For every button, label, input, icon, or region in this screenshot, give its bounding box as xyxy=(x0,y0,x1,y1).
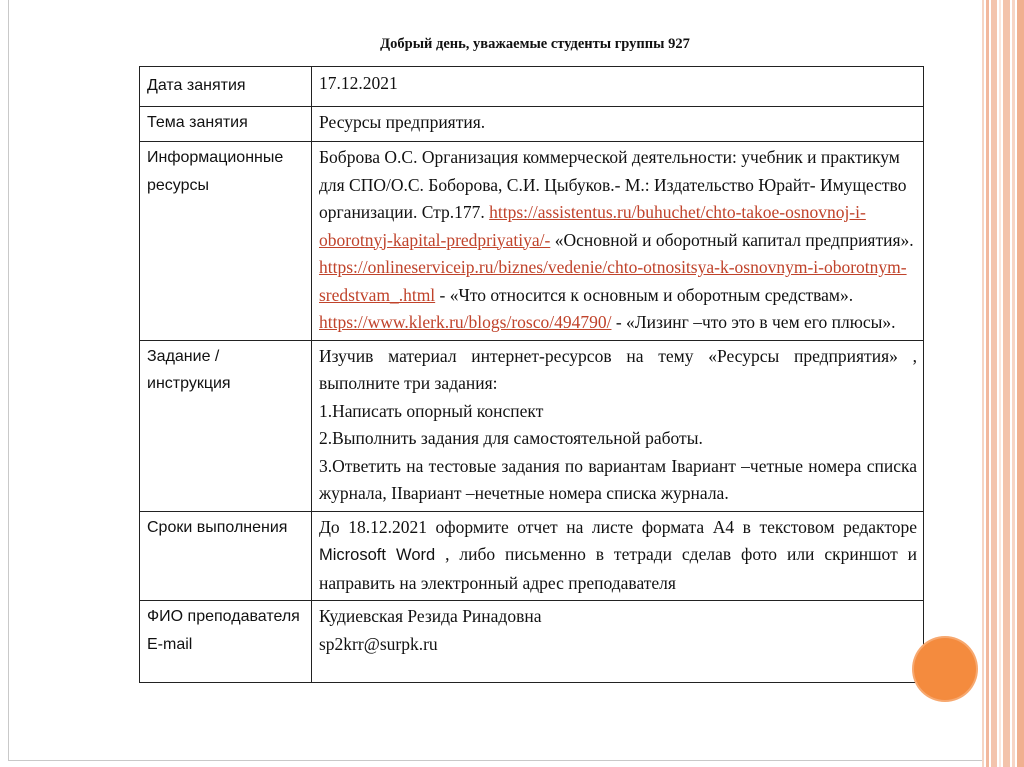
table-row-deadline xyxy=(140,511,924,601)
topic-text: Ресурсы предприятия. xyxy=(319,112,486,132)
deadline-label: Сроки выполнения xyxy=(140,511,312,601)
table-row-task xyxy=(140,340,924,511)
resource-link-2[interactable]: https://onlineserviceip.ru/biznes/vedenie/chto-otnositsya-k-osnovnym-i-oborotnym-sredstvam_.html xyxy=(319,257,907,305)
date-label: Дата занятия xyxy=(140,67,312,107)
task-step-3: 3.Ответить на тестовые задания по вариантам Iвариант –четные номера списка журнала, IIвариант –нечетные номера списка журнала. xyxy=(319,455,917,503)
decorative-orange-circle xyxy=(914,638,976,700)
table-row-date xyxy=(140,67,924,107)
resource-link-3-desc: - «Лизинг –что это в чем его плюсы». xyxy=(611,312,896,332)
teacher-label: ФИО преподавателя E-mail xyxy=(140,601,312,683)
deadline-text-b: , либо письменно в тетради сделав фото или скриншот и направить на электронный адрес преподавателя xyxy=(319,544,917,593)
teacher-email: sp2krr@surpk.ru xyxy=(319,633,438,654)
topic-label: Тема занятия xyxy=(140,107,312,142)
task-value xyxy=(312,340,924,511)
resource-link-1[interactable]: https://assistentus.ru/buhuchet/chto-takoe-osnovnoj-i-oborotnyj-kapital-predpriyatiya/- xyxy=(319,202,866,250)
resources-intro: Боброва О.С. Организация коммерческой деятельности: учебник и практикум для СПО/О.С. Боборова, С.И. Цыбуков.- М.: Издательство Юрайт- Имущество организации. Стр.177. xyxy=(319,147,907,222)
teacher-value xyxy=(312,601,924,683)
task-label: Задание / инструкция xyxy=(140,340,312,511)
topic-value xyxy=(312,107,924,142)
page-title: Добрый день, уважаемые студенты группы 927 xyxy=(380,36,690,52)
table-row-topic xyxy=(140,107,924,142)
deadline-value xyxy=(312,511,924,601)
teacher-name: Кудиевская Резида Ринадовна xyxy=(319,606,542,626)
task-step-2: 2.Выполнить задания для самостоятельной работы. xyxy=(319,428,703,448)
decorative-stripes xyxy=(982,0,1024,767)
resource-link-3[interactable]: https://www.klerk.ru/blogs/rosco/494790/ xyxy=(319,312,612,332)
table-row-resources xyxy=(140,142,924,341)
task-intro: Изучив материал интернет-ресурсов на тему «Ресурсы предприятия» , выполните три задания: xyxy=(319,345,917,393)
task-step-1: 1.Написать опорный конспект xyxy=(319,400,544,421)
table-row-teacher xyxy=(140,601,924,683)
deadline-text-a: До 18.12.2021 оформите отчет на листе формата А4 в текстовом редакторе xyxy=(319,516,917,537)
deadline-word: Microsoft Word xyxy=(319,546,436,564)
resource-link-2-desc: - «Что относится к основным и оборотным средствам». xyxy=(435,284,854,305)
lesson-table xyxy=(139,66,924,683)
date-value: 17.12.2021 xyxy=(312,67,924,107)
resource-link-1-desc: «Основной и оборотный капитал предприятия». xyxy=(550,229,914,250)
slide-frame-left xyxy=(8,0,9,761)
resources-value xyxy=(312,142,924,341)
slide-frame-bottom xyxy=(8,760,983,761)
resources-label: Информационные ресурсы xyxy=(140,142,312,341)
